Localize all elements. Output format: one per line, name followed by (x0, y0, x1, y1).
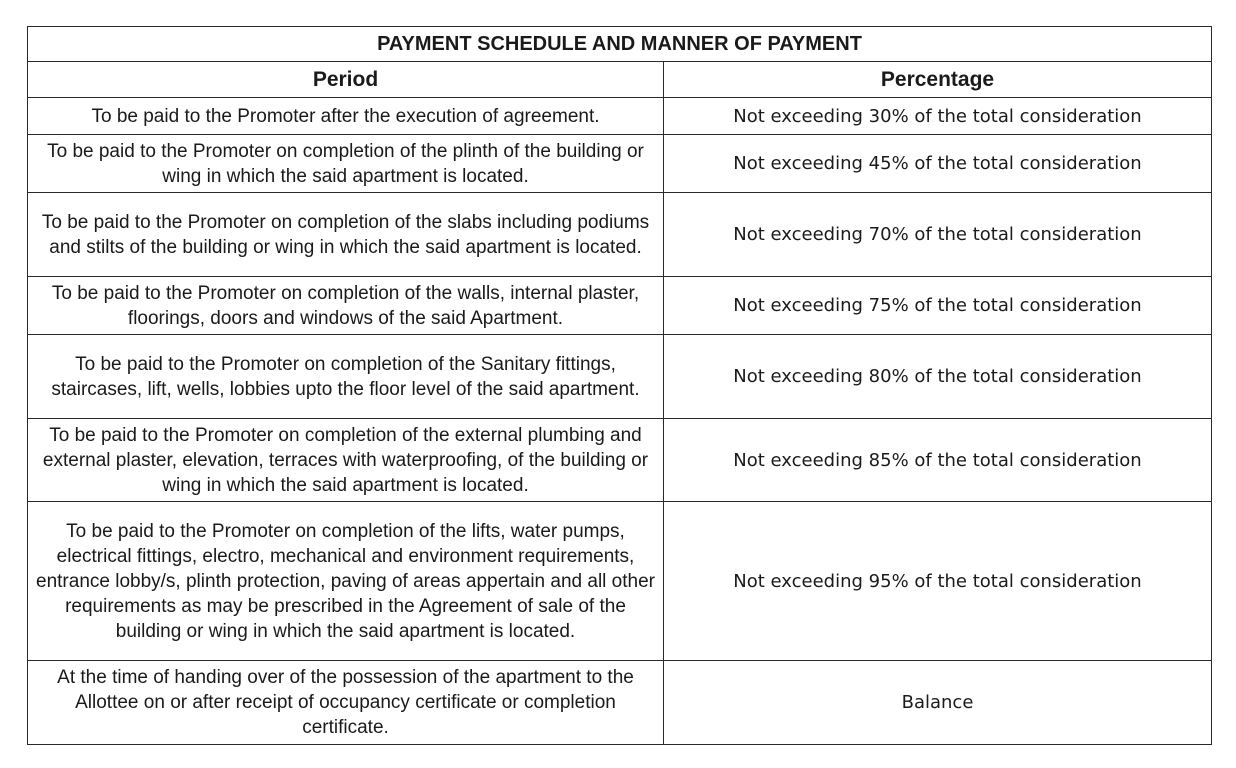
percentage-cell: Not exceeding 85% of the total consideration (664, 419, 1212, 502)
percentage-cell: Balance (664, 661, 1212, 745)
period-cell: To be paid to the Promoter on completion of the lifts, water pumps, electrical fittings, electro, mechanical and environment requirements, entrance lobby/s, plinth protection, paving of areas appertain and all other requirements as may be prescribed in the Agreement of sale of the building or wing in which the said apartment is located. (28, 502, 664, 661)
period-cell: To be paid to the Promoter on completion of the slabs including podiums and stilts of the building or wing in which the said apartment is located. (28, 193, 664, 277)
table-title: PAYMENT SCHEDULE AND MANNER OF PAYMENT (28, 27, 1212, 62)
table-row (28, 277, 1212, 335)
period-cell: To be paid to the Promoter on completion of the Sanitary fittings, staircases, lift, wells, lobbies upto the floor level of the said apartment. (28, 335, 664, 419)
table-row (28, 98, 1212, 135)
table-row (28, 419, 1212, 502)
title-row (28, 27, 1212, 62)
period-cell: At the time of handing over of the possession of the apartment to the Allottee on or after receipt of occupancy certificate or completion certificate. (28, 661, 664, 745)
column-header-period: Period (28, 62, 664, 98)
header-row (28, 62, 1212, 98)
percentage-cell: Not exceeding 70% of the total consideration (664, 193, 1212, 277)
period-cell: To be paid to the Promoter on completion of the walls, internal plaster, floorings, doors and windows of the said Apartment. (28, 277, 664, 335)
percentage-cell: Not exceeding 45% of the total consideration (664, 135, 1212, 193)
percentage-cell: Not exceeding 95% of the total consideration (664, 502, 1212, 661)
table-row (28, 193, 1212, 277)
table-row (28, 135, 1212, 193)
period-cell: To be paid to the Promoter on completion of the plinth of the building or wing in which the said apartment is located. (28, 135, 664, 193)
payment-schedule-table (27, 26, 1212, 745)
percentage-cell: Not exceeding 75% of the total consideration (664, 277, 1212, 335)
percentage-cell: Not exceeding 30% of the total consideration (664, 98, 1212, 135)
table-row (28, 502, 1212, 661)
table-row (28, 661, 1212, 745)
column-header-percentage: Percentage (664, 62, 1212, 98)
percentage-cell: Not exceeding 80% of the total consideration (664, 335, 1212, 419)
table-row (28, 335, 1212, 419)
period-cell: To be paid to the Promoter on completion of the external plumbing and external plaster, elevation, terraces with waterproofing, of the building or wing in which the said apartment is located. (28, 419, 664, 502)
period-cell: To be paid to the Promoter after the execution of agreement. (28, 98, 664, 135)
